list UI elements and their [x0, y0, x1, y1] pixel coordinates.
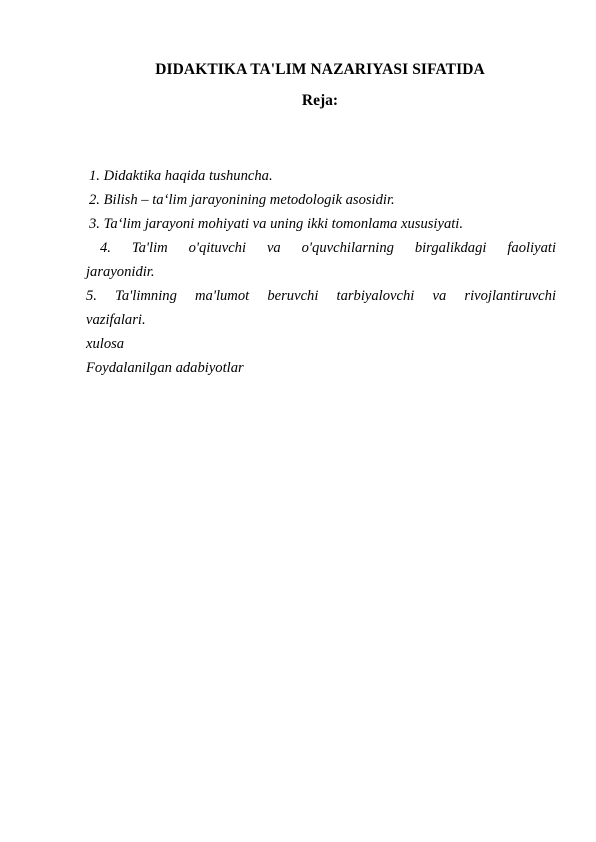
plan-item-5-line-2: vazifalari. [86, 312, 146, 328]
document-title: DIDAKTIKA TA'LIM NAZARIYASI SIFATIDA [155, 61, 485, 78]
plan-item-references: Foydalanilgan adabiyotlar [86, 360, 244, 376]
plan-heading: Reja: [301, 92, 339, 109]
plan-item-5-line-1: 5. Ta'limning ma'lumot beruvchi tarbiyalovchi va rivojlantiruvchi [86, 288, 556, 304]
plan-list [86, 164, 556, 380]
plan-item-3: 3. Ta‘lim jarayoni mohiyati va uning ikki tomonlama xususiyati. [89, 216, 464, 232]
plan-item-4-line-2: jarayonidir. [86, 264, 155, 280]
plan-item-1: 1. Didaktika haqida tushuncha. [89, 168, 273, 184]
plan-item-4-line-1: 4. Ta'lim o'qituvchi va o'quvchilarning birgalikdagi faoliyati [100, 240, 556, 256]
plan-item-2: 2. Bilish – ta‘lim jarayonining metodologik asosidir. [89, 192, 395, 208]
plan-item-conclusion: xulosa [86, 336, 125, 352]
